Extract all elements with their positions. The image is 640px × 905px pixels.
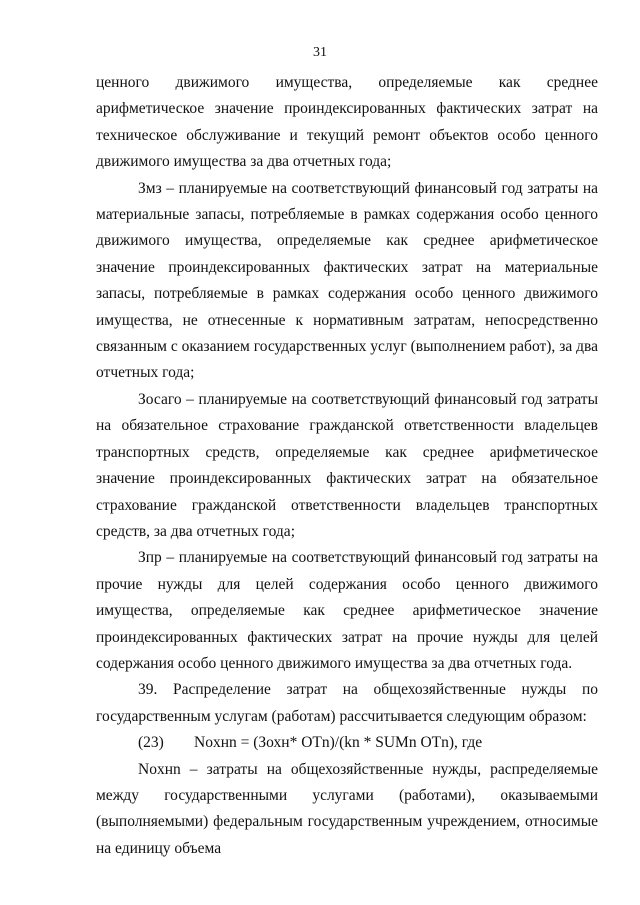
page-number: 31 (313, 45, 327, 60)
paragraph-zosago-definition: Зосаго – планируемые на соответствующий финансовый год затраты на обязательное страхование гражданской ответственности владельцев транспортных средств, определяемые как среднее арифметическое значение проиндексированных фактических затрат на обязательное страхование гражданской ответственности владельцев транспортных средств, за два отчетных года; (96, 390, 598, 540)
document-body (96, 70, 598, 862)
paragraph-noxnn-definition: Noxнn – затраты на общехозяйственные нужды, распределяемые между государственными услугами (работами), оказываемыми (выполняемыми) федеральным государственным учреждением, относимые на единицу объема (96, 760, 598, 857)
formula-expression: Noxнn = (Зохн* OTn)/(kn * SUMn OTn), где (194, 734, 483, 752)
paragraph-item-39: 39. Распределение затрат на общехозяйственные нужды по государственным услугам (работам) рассчитывается следующим образом: (96, 681, 598, 725)
paragraph-zpr-definition: Зпр – планируемые на соответствующий финансовый год затраты на прочие нужды для целей содержания особо ценного движимого имущества, определяемые как среднее арифметическое значение проиндексированных фактических затрат на прочие нужды для целей содержания особо ценного движимого имущества за два отчетных года. (96, 549, 598, 672)
paragraph-zmz-definition: Змз – планируемые на соответствующий финансовый год затраты на материальные запасы, потребляемые в рамках содержания особо ценного движимого имущества, определяемые как среднее арифметическое значение проиндексированных фактических затрат на материальные запасы, потребляемые в рамках содержания особо ценного движимого имущества, не отнесенные к нормативным затратам, непосредственно связанным с оказанием государственных услуг (выполнением работ), за два отчетных года; (96, 179, 598, 382)
formula-line (96, 730, 598, 756)
formula-number: (23) (138, 734, 164, 752)
paragraph-continuation: ценного движимого имущества, определяемые как среднее арифметическое значение проиндексированных фактических затрат на техническое обслуживание и текущий ремонт объектов особо ценного движимого имущества за два отчетных года; (96, 74, 598, 171)
